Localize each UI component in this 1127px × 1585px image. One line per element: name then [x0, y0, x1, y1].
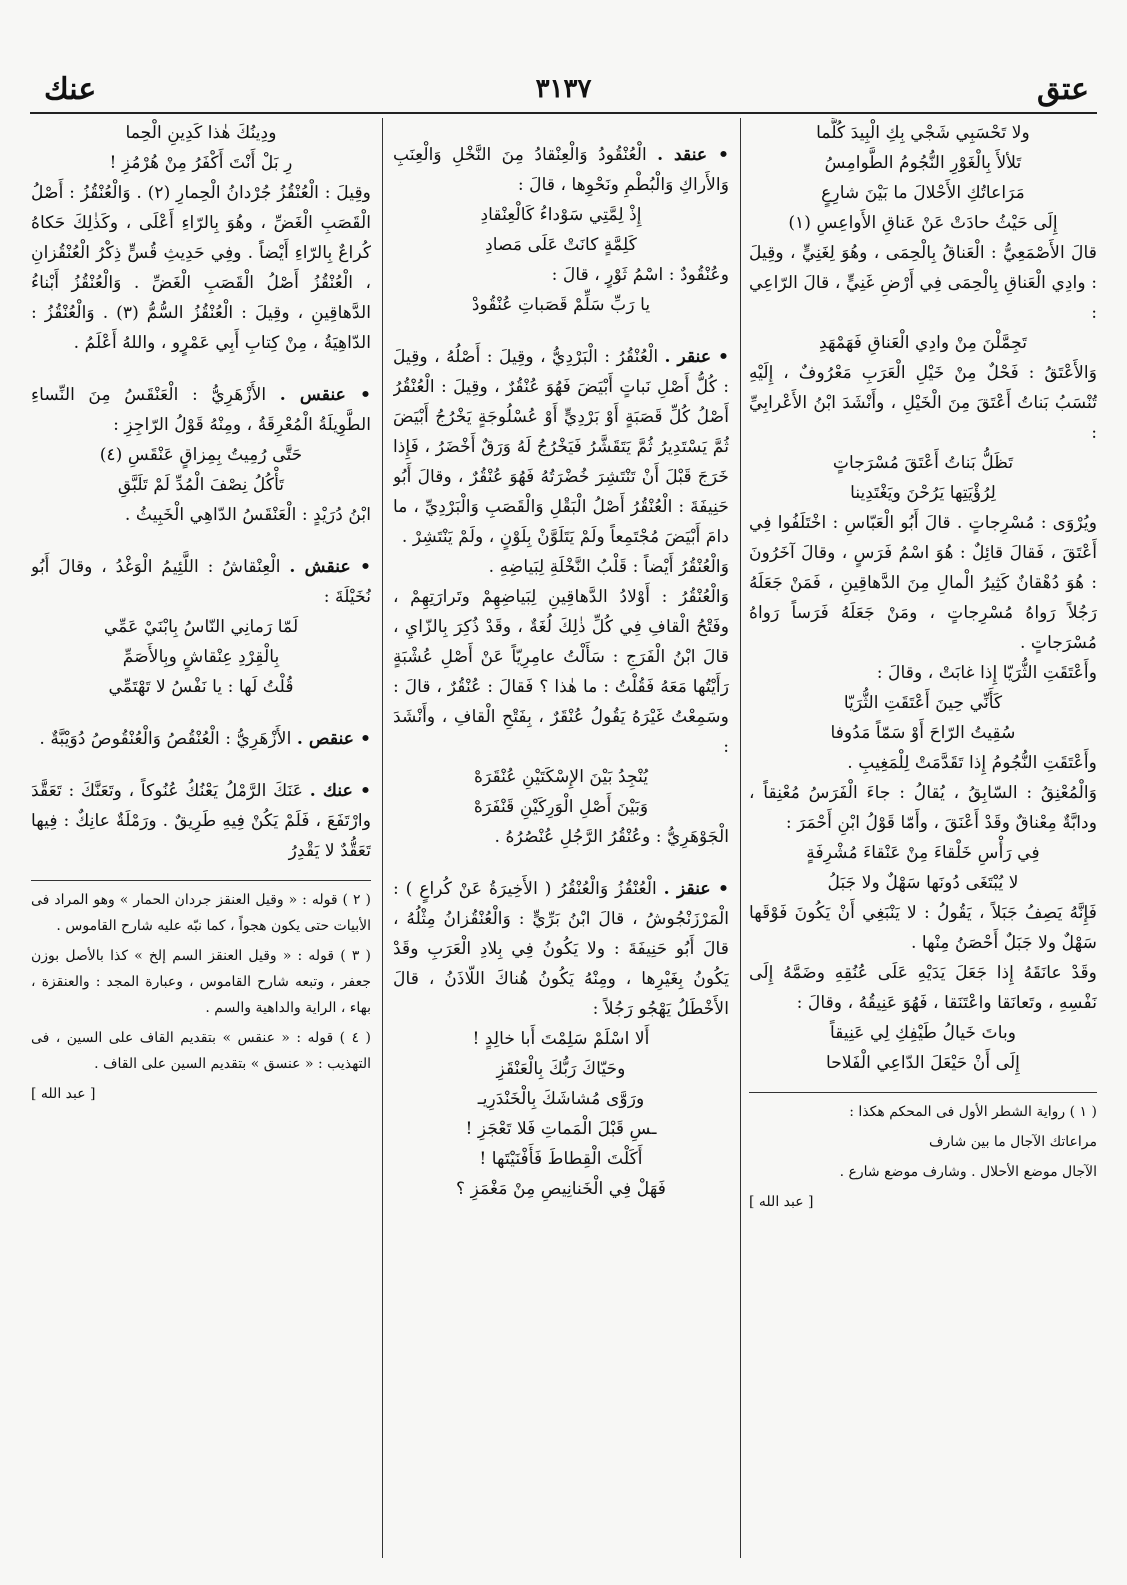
- entry-headword: • عنقز .: [663, 879, 729, 899]
- footnotes: [31, 880, 371, 1107]
- verse-line: إِلَى أَنْ حَيْعَلَ الدّاعِي الْفَلاحا: [826, 1053, 1020, 1073]
- dictionary-entry: [31, 380, 371, 440]
- verse-line: ودِينُكَ هٰذا كَدِينِ الْحِما: [125, 123, 277, 143]
- page-number: ٣١٣٧: [535, 74, 592, 104]
- verse-line: أَكَلْتَ الْقِطاطَ فَأَفْنَيْتَها !: [479, 1149, 643, 1169]
- verse-line: إِذْ لِمَّتِي سَوْداءُ كَالْعِنْقادِ: [480, 205, 642, 225]
- verse-line: وباتَ خَيالُ طَيْفِكِ لِي عَنِيقاً: [829, 1023, 1017, 1043]
- verse-line: يا رَبِّ سَلِّمْ قَصَباتِ عُنْقُودْ: [471, 295, 651, 315]
- entry-headword: • عنقس .: [279, 385, 371, 405]
- verse-line: حَتَّى رُمِيتُ بِمِزاقٍ عَنْقَسِ (٤): [99, 445, 303, 465]
- verse-line: ـسِ قَبْلَ الْمَماتِ فَلا تَعْجَزِ !: [465, 1119, 657, 1139]
- column-middle: [393, 118, 729, 1558]
- dictionary-entry: [393, 874, 729, 1024]
- verse-line: كَلِمَّةٍ كانَتْ عَلَى مَصادِ: [485, 235, 637, 255]
- dictionary-entry: [393, 342, 729, 552]
- editor-signature: [ عبد الله ]: [31, 1086, 96, 1102]
- page-header: [30, 70, 1097, 114]
- verse-line: تَأْكُلُ نِصْفَ الْمُدِّ لَمْ تَلَبَّقِ: [117, 475, 285, 495]
- paragraph: ابْنُ دُرَيْدٍ : الْعَنْقَسُ الدّاهِي الْخَبِيثُ .: [124, 505, 371, 525]
- paragraph: وأَعْتَقَتِ الثُّرَيّا إِذا غابَتْ ، وقالَ :: [876, 663, 1097, 683]
- paragraph: وَالْمُعْنِقُ : السّابِقُ ، يُقالُ : جاءَ الْفَرَسُ مُعْنِقاً ، ودابَّةٌ مِعْناقٌ وقَدْ أَعْنَقَ ، وأَمّا قَوْلُ ابْنِ أَحْمَرَ :: [749, 783, 1097, 833]
- verse-line: يُنْجِدُ بَيْنَ الإِسْكَتَيْنِ عُنْقَرَهْ: [473, 767, 649, 787]
- dictionary-entry: [31, 724, 371, 754]
- verse-line: تَجِمَّلْنَ مِنْ وادِي الْعَناقِ فَهَمْهَدِ: [819, 333, 1027, 353]
- entry-headword: • عنقر .: [664, 347, 729, 367]
- paragraph: وَالأَعْتَقُ : فَحْلٌ مِنْ خَيْلِ الْعَرَبِ مَعْرُوفٌ ، إِلَيْهِ تُنْسَبُ بَناتُ أَعْتَقَ مِنَ الْخَيْلِ ، وأَنْشَدَ ابْنُ الأَعْرابِيِّ :: [749, 363, 1097, 443]
- dictionary-entry: [393, 140, 729, 200]
- footnote: مراعاتك الآجال ما بين شارف: [928, 1134, 1097, 1150]
- entry-text: عَنَكَ الرَّمْلُ يَعْنُكُ عُنُوكاً ، وتَعَنَّكَ : تَعَقَّدَ وارْتَفَعَ ، فَلَمْ يَكُنْ فِيهِ طَرِيقٌ . ورَمْلَةٌ عانِكٌ : فِيها تَعَقُّدٌ لا يَقْدِرُ: [31, 781, 371, 861]
- verse-line: إِلَى حَيْثُ حادَتْ عَنْ عَناقِ الأَواعِسِ (١): [788, 213, 1058, 233]
- paragraph: ويُرْوَى : مُسْرِجاتٍ . قالَ أَبُو الْعَبّاسِ : اخْتَلَفُوا فِي أَعْتَقَ ، فَقالَ قائِلٌ : هُوَ اسْمُ فَرَسٍ ، وقالَ آخَرُونَ : هُوَ دُهْقانٌ كَثِيرُ الْمالِ مِنَ الدَّهاقِينِ ، فَمَنْ جَعَلَهُ رَجُلاً رَواهُ مُسْرِجاتٍ ، ومَنْ جَعَلَهُ فَرَساً رَواهُ مُسْرَجاتٍ .: [749, 513, 1097, 653]
- footnote: ( ١ ) رواية الشطر الأول فى المحكم هكذا :: [849, 1104, 1097, 1120]
- entry-headword: • عنقص .: [296, 729, 371, 749]
- entry-text: الْعُنْقُرُ : الْبَرْدِيُّ ، وقِيلَ : أَصْلُهُ ، وقِيلَ : كُلُّ أَصْلِ نَباتٍ أَبْيَضَ فَهُوَ عُنْقُرٌ ، وقِيلَ : الْعُنْقُرُ أَصْلُ كُلِّ قَصَبَةٍ أَوْ بَرْدِيٍّ أَوْ عُسْلُوجَةٍ يَخْرُجُ أَبْيَضَ ثُمَّ يَسْتَدِيرُ ثُمَّ يَتَقَشَّرُ فَيَخْرُجُ لَهُ وَرَقٌ أَخْضَرُ ، فَإِذا خَرَجَ قَبْلَ أَنْ تَنْتَشِرَ خُضْرَتُهُ فَهُوَ عُنْقُرٌ ، وقالَ أَبُو حَنِيفَةَ : الْعُنْقُرُ أَصْلُ الْبَقْلِ وَالْقَصَبِ وَالْبَرْدِيِّ ، ما دامَ أَبْيَضَ مُجْتَمِعاً ولَمْ يَتَلَوَّنْ بِلَوْنٍ ، ولَمْ يَنْتَشِرْ .: [393, 347, 729, 547]
- entry-text: الْعِنْقاشُ : اللَّئِيمُ الْوَغْدُ ، وقالَ أَبُو نُخَيْلَةَ :: [31, 557, 371, 607]
- paragraph: وَالْعُنْقُرُ أَيْضاً : قَلْبُ النَّخْلَةِ لِبَياضِهِ .: [488, 557, 729, 577]
- verse-line: سُقِيتُ الرّاحَ أَوْ سَمّاً مَدُوفا: [830, 723, 1016, 743]
- column-divider: [740, 118, 741, 1558]
- paragraph: وقِيلَ : الْعُنْقُزُ جُرْدانُ الْحِمارِ (٢) . وَالْعُنْقُزُ : أَصْلُ الْقَصَبِ الْغَضِّ ، وهُوَ بِالرّاءِ أَعْلَى ، وكَذٰلِكَ حَكاهُ كُراعٌ بِالرّاءِ أَيْضاً . وفِي حَدِيثِ قُسٍّ ذِكْرُ الْعُنْقُزانِ ، الْعُنْقُزُ أَصْلُ الْقَصَبِ الْغَضِّ . وَالْعُنْقُزُ أَبْناءُ الدَّهاقِينِ ، وقِيلَ : الْعُنْقُزُ السُّمُّ (٣) . وَالْعُنْقُزُ : الدّاهِيَةُ ، مِنْ كِتابِ أَبِي عَمْرٍو ، واللهُ أَعْلَمُ .: [31, 183, 371, 353]
- verse-line: كَأَنِّي حِينَ أَعْتَقَتِ الثُّرَيّا: [843, 693, 1003, 713]
- entry-text: الْعُنْقُزُ وَالْعُنْقُرُ ( الأَخِيرَةُ عَنْ كُراعٍ ) : الْمَرْزَنْجُوشُ ، قالَ ابْنُ بَرِّيٍّ : وَالْعُنْقُزانُ مِثْلُهُ ، قالَ أَبُو حَنِيفَةَ : ولا يَكُونُ فِي بِلادِ الْعَرَبِ وقَدْ يَكُونُ بِغَيْرِها ، ومِنْهُ يَكُونُ هُناكَ اللّاذَنُ ، قالَ الأَخْطَلُ يَهْجُو رَجُلاً :: [393, 879, 729, 1019]
- footnote: الآجال موضع الأحلال . وشارف موضع شارع .: [839, 1164, 1097, 1180]
- verse-line: وَبَيْنَ أَصْلِ الْوَرِكَيْنِ قَنْفَرَهْ: [473, 797, 649, 817]
- column-left: [31, 118, 371, 1558]
- entry-text: الأَزْهَرِيُّ : الْعُنْقُصُ وَالْعُنْقُوصُ دُوَيْبَّةٌ .: [39, 729, 292, 749]
- column-divider: [382, 118, 383, 1558]
- paragraph: وَالْعُنْقُرُ : أَوْلادُ الدَّهاقِينِ لِبَياضِهِمْ وتَرارَتِهِمْ ، وفَتْحُ الْقافِ فِي كُلِّ ذٰلِكَ لُغَةٌ ، وقَدْ ذُكِرَ بِالزّايِ ، قالَ ابْنُ الْفَرَجِ : سَأَلْتُ عامِرِيّاً عَنْ أَصْلِ عُشْبَةٍ رَأَيْتُها مَعَهُ فَقُلْتُ : ما هٰذا ؟ فَقالَ : عُنْقُرٌ ، قالَ : وسَمِعْتُ غَيْرَهُ يَقُولُ عُنْقَرٌ ، بِفَتْحِ الْقافِ ، وأَنْشَدَ :: [393, 587, 729, 757]
- verse-line: بِالْقِرْدِ عِنْقاشٍ وبِالأَصَمِّ: [122, 647, 280, 667]
- dictionary-entry: [31, 776, 371, 866]
- editor-signature: [ عبد الله ]: [749, 1194, 814, 1210]
- footnote: ( ٣ ) قوله : « وقيل العنقز السم إلخ » كذا بالأصل بوزن جعفر ، وتبعه شارح القاموس ، وعبارة المجد : والعنقزة ، بهاء ، الراية والداهية والسم .: [31, 948, 371, 1016]
- entry-headword: • عنك .: [309, 781, 371, 801]
- dictionary-entry: [31, 552, 371, 612]
- entry-text: الأَزْهَرِيُّ : الْعَنْقَسُ مِنَ النِّساءِ الطَّوِيلَةُ الْمُعْرِقَةُ ، ومِنْهُ قَوْلُ الرّاجِزِ :: [31, 385, 371, 435]
- paragraph: وأَعْتَقَتِ النُّجُومُ إِذا تَقَدَّمَتْ لِلْمَغِيبِ .: [847, 753, 1097, 773]
- verse-line: وحَيّاكَ رَبُّكَ بِالْعَنْقَزِ: [496, 1059, 626, 1079]
- paragraph: وعُنْقُودٌ : اسْمُ ثَوْرٍ ، قالَ :: [551, 265, 729, 285]
- verse-line: فَهَلْ فِي الْخَنانِيصِ مِنْ مَغْمَزِ ؟: [456, 1179, 666, 1199]
- header-root-word-right: عتق: [1037, 72, 1089, 107]
- paragraph: الْجَوْهَرِيُّ : وعُنْقُرُ الرَّجُلِ عُنْصُرُهُ .: [494, 827, 729, 847]
- entry-headword: • عنقش .: [289, 557, 371, 577]
- footnote: ( ٢ ) قوله : « وقيل العنقز جردان الحمار » وهو المراد فى الأبيات حتى يكون هجواً ، كما نبّه عليه شارح القاموس .: [31, 892, 371, 934]
- column-right: [749, 118, 1097, 1558]
- verse-line: لِرُؤْيَتِها يَرُحْنَ ويَغْتَدِينا: [850, 483, 996, 503]
- entry-text: الْعُنْقُودُ وَالْعِنْقادُ مِنَ النَّخْلِ وَالْعِنَبِ وَالأَراكِ وَالْبُطْمِ ونَحْوِها ، قالَ :: [393, 145, 729, 195]
- verse-line: تَظَلُّ بَناتُ أَعْتَقَ مُسْرَجاتٍ: [832, 453, 1014, 473]
- verse-line: تَلألأَ بِالْغَوْرِ النُّجُومُ الطَّوامِسُ: [824, 153, 1022, 173]
- verse-line: أَلا اسْلَمْ سَلِمْتَ أَبا خالِدٍ !: [472, 1029, 650, 1049]
- header-root-word-left: عنك: [44, 72, 97, 107]
- verse-line: قُلْتُ لَها : يا نَفْسُ لا تَهْتَمِّي: [108, 677, 294, 697]
- verse-line: رِ بَلْ أَنْتَ أَكْفَرُ مِنْ هُرْمُزِ !: [109, 153, 293, 173]
- paragraph: قالَ الأَصْمَعِيُّ : الْعَناقُ بِالْحِمَى ، وهُوَ لِغَنِيٍّ ، وقِيلَ : وادِي الْعَناقِ بِالْحِمَى فِي أَرْضِ غَنِيٍّ ، قالَ الرّاعِي :: [749, 243, 1097, 323]
- verse-line: لَمّا رَمانِي النّاسُ بِابْنَيْ عَمِّي: [103, 617, 299, 637]
- verse-line: ورَوَّى مُشاشَكَ بِالْخَنْدَرِيـ: [477, 1089, 645, 1109]
- footnote: ( ٤ ) قوله : « عنقس » بتقديم القاف على السين ، فى التهذيب : « عنسق » بتقديم السين على القاف .: [31, 1030, 371, 1072]
- verse-line: لا يُبْتَغَى دُونَها سَهْلٌ ولا جَبَلُ: [827, 873, 1019, 893]
- paragraph: فَإِنَّهُ يَصِفُ جَبَلاً ، يَقُولُ : لا يَنْبَغِي أَنْ يَكُونَ فَوْقَها سَهْلٌ ولا جَبَلٌ أَحْصَنُ مِنْها .: [749, 903, 1097, 953]
- footnotes: [749, 1092, 1097, 1215]
- verse-line: فِي رَأْسِ خَلْقاءَ مِنْ عَنْقاءَ مُشْرِفَةٍ: [806, 843, 1040, 863]
- verse-line: مَرَاعاتُكِ الأَحْلالَ ما بَيْنَ شارِعٍ: [821, 183, 1025, 203]
- paragraph: وقَدْ عانَقَهُ إِذا جَعَلَ يَدَيْهِ عَلَى عُنُقِهِ وضَمَّهُ إِلَى نَفْسِهِ ، وتَعانَقا واعْتَنَقا ، فَهُوَ عَنِيقُهُ ، وقالَ :: [749, 963, 1097, 1013]
- verse-line: ولا تَحْسَبِي شَجْي بِكِ الْبِيدَ كُلَّما: [816, 123, 1030, 143]
- entry-headword: • عنقد .: [657, 145, 729, 165]
